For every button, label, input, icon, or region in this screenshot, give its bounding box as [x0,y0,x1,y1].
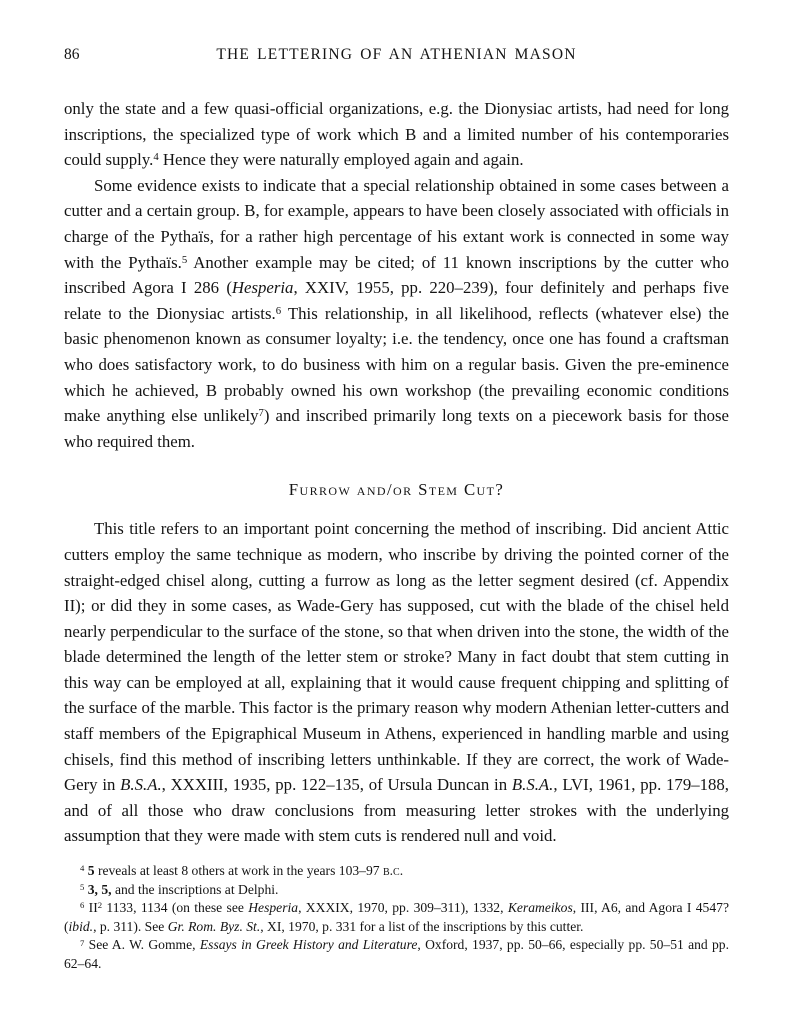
footnote: $^6$ $II^2$ 1133, 1134 (on these see Hesperia, XXXIX, 1970, pp. 309–311), 1332, Kerameikos, III, A6, and Agora I 4547? (ibid., p. 311). See Gr. Rom. Byz. St., XI, 1970, p. 331 for a list of the inscriptions by this cutter. [64,900,729,934]
section-1-paragraphs [64,96,729,454]
section-2-paragraphs [64,516,729,849]
paragraph: Some evidence exists to indicate that a special relationship obtained in some cases between a cutter and a certain group. B, for example, appears to have been closely associated with officials in charge of the Pythaïs, for a rather high percentage of his extant work is connected in some way with the Pythaïs.$^5$ Another example may be cited; of 11 known inscriptions by the cutter who inscribed Agora I 286 (Hesperia, XXIV, 1955, pp. 220–239), four definitely and perhaps five relate to the Dionysiac artists.$^6$ This relationship, in all likelihood, reflects (whatever else) the basic phenomenon known as consumer loyalty; i.e. the tendency, once one has found a craftsman who does satisfactory work, to do business with him on a regular basis. Given the pre-eminence which he achieved, B probably owned his own workshop (the prevailing economic conditions make anything else unlikely$^7$) and inscribed primarily long texts on a piecework basis for those who required them. [64,175,730,451]
section-heading: Furrow and/or Stem Cut? [288,480,505,500]
footnote: $^7$ See A. W. Gomme, Essays in Greek History and Literature, Oxford, 1937, pp. 50–66, especially pp. 50–51 and pp. 62–64. [64,937,729,971]
footnote: $^4$ 5 reveals at least 8 others at work in the years 103–97 b.c. [80,863,404,879]
footnote: $^5$ 3, 5, and the inscriptions at Delphi. [80,881,279,897]
running-head: THE LETTERING OF AN ATHENIAN MASON [216,46,577,63]
body-text [64,96,729,974]
paragraph: only the state and a few quasi-official organizations, e.g. the Dionysiac artists, had need for long inscriptions, the specialized type of work which B and a limited number of his contemporaries could supply.$^4$ Hence they were naturally employed again and again. [64,99,729,170]
page-number: 86 [64,46,80,63]
footnotes [64,862,729,974]
page-header [64,46,729,68]
paragraph: This title refers to an important point concerning the method of inscribing. Did ancient Attic cutters employ the same technique as modern, who inscribe by driving the pointed corner of the straight-edged chisel along, cutting a furrow as long as the letter segment desired (cf. Appendix II); or did they in some cases, as Wade-Gery has supposed, cut with the blade of the chisel held nearly perpendicular to the surface of the stone, so that when driven into the stone, the width of the blade determined the length of the letter stem or stroke? Many in fact doubt that stem cutting in this way can be employed at all, explaining that it would cause frequent chipping and splitting of the surface of the marble. This factor is the primary reason why modern Athenian letter-cutters and staff members of the Epigraphical Museum in Athens, experienced in handling marble and using chisels, find this method of inscribing letters unthinkable. If they are correct, the work of Wade-Gery in B.S.A., XXXIII, 1935, pp. 122–135, of Ursula Duncan in B.S.A., LVI, 1961, pp. 179–188, and of all those who draw conclusions from measuring letter strokes with the underlying assumption that they were made with stem cuts is rendered null and void. [64,519,729,846]
